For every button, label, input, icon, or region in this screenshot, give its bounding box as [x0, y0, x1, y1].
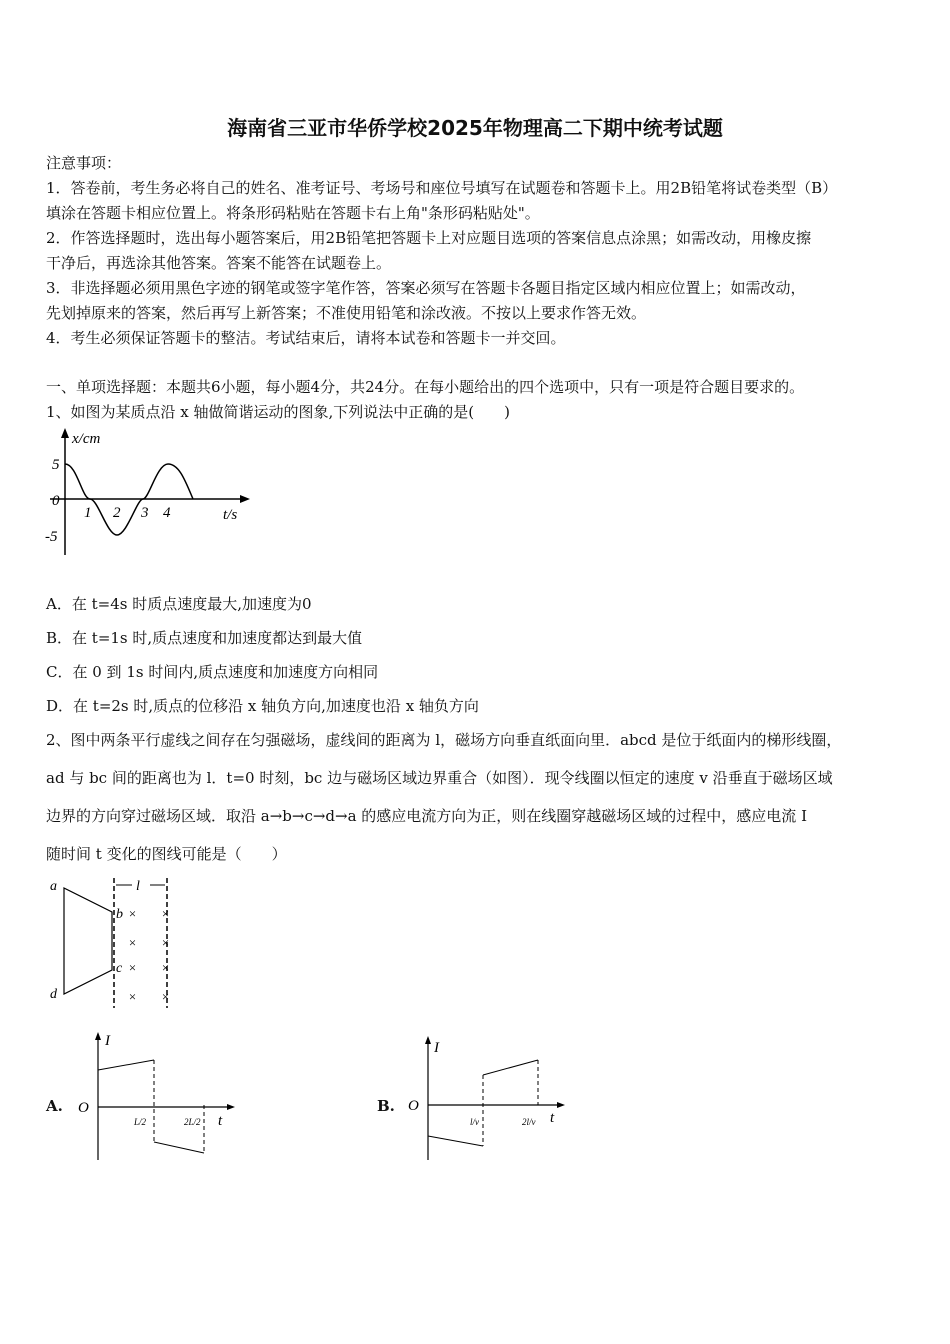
option-a-graph	[70, 1030, 240, 1165]
q2-coil-figure	[40, 870, 190, 1015]
svg-text:×: ×	[128, 960, 137, 975]
q1-option-c: C．在 0 到 1s 时间内,质点速度和加速度方向相同	[46, 663, 379, 681]
axis-t: t	[218, 1113, 223, 1129]
q2-line: ad 与 bc 间的距离也为 l．t=0 时刻，bc 边与磁场区域边界重合（如图）．现令线圈以恒定的速度 v 沿垂直于磁场区域	[46, 769, 833, 787]
note-line: 4．考生必须保证答题卡的整洁。考试结束后，请将本试卷和答题卡一并交回。	[46, 329, 566, 347]
svg-text:×: ×	[128, 906, 137, 921]
note-line: 先划掉原来的答案，然后再写上新答案；不准使用铅笔和涂改液。不按以上要求作答无效。	[46, 304, 647, 322]
y-axis-label: x/cm	[72, 431, 101, 447]
svg-text:×: ×	[161, 906, 170, 921]
note-line: 填涂在答题卡相应位置上。将条形码粘贴在答题卡右上角"条形码粘贴处"。	[46, 204, 540, 222]
q2-line: 2、图中两条平行虚线之间存在匀强磁场，虚线间的距离为 l，磁场方向垂直纸面向里．abcd 是位于纸面内的梯形线圈，	[46, 731, 842, 749]
svg-text:×: ×	[161, 989, 170, 1004]
option-b-graph	[400, 1030, 570, 1165]
x-axis-label: t/s	[223, 507, 238, 523]
label-a: a	[50, 879, 57, 894]
label-d: d	[50, 987, 57, 1002]
label-c: c	[116, 961, 123, 976]
tick-L-over-2: L/2	[134, 1117, 147, 1127]
q2-line: 随时间 t 变化的图线可能是（ ）	[46, 845, 287, 863]
tick-5: 5	[52, 457, 60, 473]
page-title: 海南省三亚市华侨学校2025年物理高二下期中统考试题	[227, 116, 723, 140]
axis-I: I	[434, 1040, 439, 1056]
svg-text:×: ×	[128, 989, 137, 1004]
tick-2l-over-v: 2l/v	[522, 1117, 536, 1127]
q1-stem: 1、如图为某质点沿 x 轴做简谐运动的图象,下列说法中正确的是( )	[46, 403, 511, 421]
svg-text:×: ×	[161, 935, 170, 950]
svg-text:×: ×	[128, 935, 137, 950]
note-line: 2．作答选择题时，选出每小题答案后，用2B铅笔把答题卡上对应题目选项的答案信息点涂黑；如需改动，用橡皮擦	[46, 229, 812, 247]
option-b-label: B.	[377, 1097, 395, 1115]
note-line: 3．非选择题必须用黑色字迹的钢笔或签字笔作答，答案必须写在答题卡各题目指定区域内相应位置上；如需改动，	[46, 279, 806, 297]
tick-3: 3	[141, 505, 149, 521]
tick-4: 4	[163, 505, 171, 521]
tick-2L-over-2: 2L/2	[184, 1117, 201, 1127]
note-line: 干净后，再选涂其他答案。答案不能答在试题卷上。	[46, 254, 392, 272]
origin-O: O	[408, 1098, 419, 1114]
axis-I: I	[105, 1033, 110, 1049]
svg-text:×: ×	[161, 960, 170, 975]
notes-heading: 注意事项：	[46, 154, 122, 172]
note-line: 1．答卷前，考生务必将自己的姓名、准考证号、考场号和座位号填写在试题卷和答题卡上。用2B铅笔将试卷类型（B）	[46, 179, 838, 197]
origin-O: O	[78, 1100, 89, 1116]
tick-l-over-v: l/v	[470, 1117, 479, 1127]
q2-line: 边界的方向穿过磁场区域．取沿 a→b→c→d→a 的感应电流方向为正，则在线圈穿越磁场区域的过程中，感应电流 I	[46, 807, 807, 825]
tick-0: 0	[52, 493, 60, 509]
label-b: b	[116, 907, 123, 922]
tick-neg5: -5	[45, 529, 58, 545]
q1-option-a: A．在 t=4s 时质点速度最大,加速度为0	[46, 595, 312, 613]
section-heading: 一、单项选择题：本题共6小题，每小题4分，共24分。在每小题给出的四个选项中，只有一项是符合题目要求的。	[46, 378, 805, 396]
label-l: l	[136, 879, 140, 894]
option-a-label: A.	[46, 1097, 63, 1115]
axis-t: t	[550, 1110, 555, 1126]
tick-2: 2	[113, 505, 121, 521]
q1-option-d: D．在 t=2s 时,质点的位移沿 x 轴负方向,加速度也沿 x 轴负方向	[46, 697, 479, 715]
tick-1: 1	[84, 505, 92, 521]
q1-shm-graph	[40, 425, 260, 560]
q1-option-b: B．在 t=1s 时,质点速度和加速度都达到最大值	[46, 629, 363, 647]
